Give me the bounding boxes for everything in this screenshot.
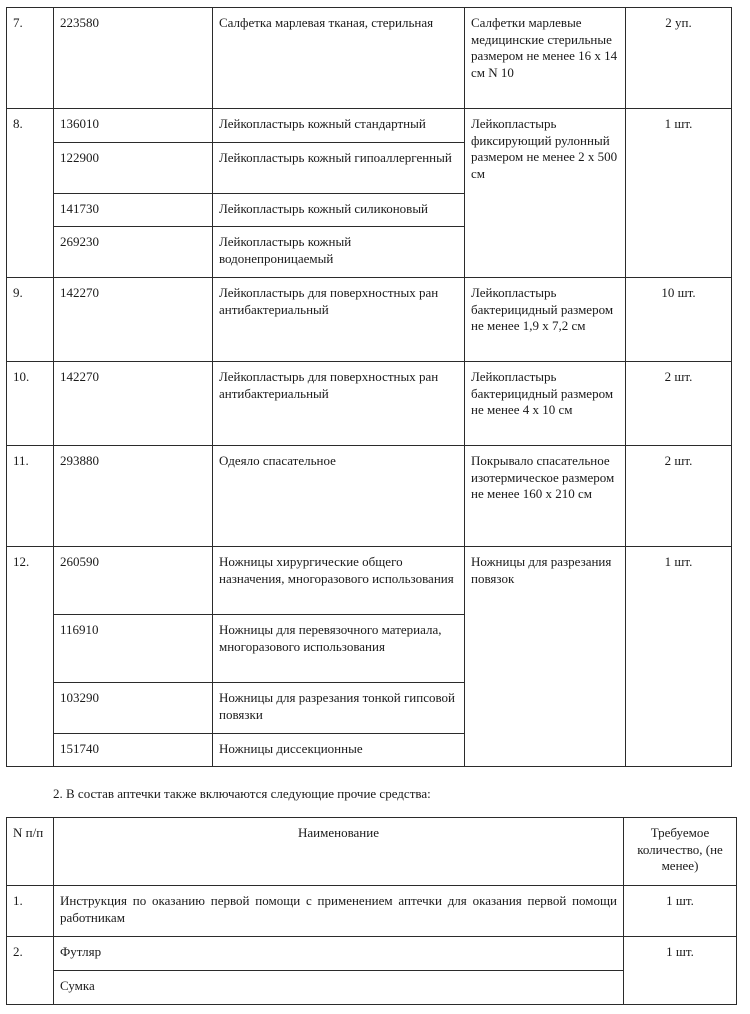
- item-name: Лейкопластырь кожный силиконовый: [213, 194, 465, 227]
- item-quantity: 1 шт.: [626, 547, 732, 767]
- row-number: 7.: [7, 8, 54, 109]
- table-row: [7, 8, 732, 109]
- item-code: 151740: [54, 734, 213, 767]
- item-description: Лейкопластырь фиксирующий рулонный размером не менее 2 x 500 см: [465, 109, 626, 278]
- item-code: 260590: [54, 547, 213, 615]
- header-name: Наименование: [54, 818, 624, 886]
- table-row: [7, 278, 732, 362]
- item-name: Лейкопластырь для поверхностных ран антибактериальный: [213, 278, 465, 362]
- table-row: [7, 446, 732, 547]
- table-row: [7, 886, 737, 937]
- item-description: Покрывало спасательное изотермическое размером не менее 160 x 210 см: [465, 446, 626, 547]
- row-number: 11.: [7, 446, 54, 547]
- item-name: Лейкопластырь кожный стандартный: [213, 109, 465, 143]
- item-quantity: 1 шт.: [624, 886, 737, 937]
- item-code: 103290: [54, 683, 213, 734]
- item-name: Лейкопластырь кожный водонепроницаемый: [213, 227, 465, 278]
- item-description: Салфетки марлевые медицинские стерильные размером не менее 16 x 14 см N 10: [465, 8, 626, 109]
- item-code: 223580: [54, 8, 213, 109]
- item-name: Одеяло спасательное: [213, 446, 465, 547]
- item-name: Ножницы диссекционные: [213, 734, 465, 767]
- table-row: [7, 362, 732, 446]
- item-description: Лейкопластырь бактерицидный размером не менее 4 x 10 см: [465, 362, 626, 446]
- item-name: Сумка: [54, 971, 624, 1005]
- item-name: Лейкопластырь для поверхностных ран антибактериальный: [213, 362, 465, 446]
- row-number: 9.: [7, 278, 54, 362]
- item-code: 116910: [54, 615, 213, 683]
- row-number: 2.: [7, 937, 54, 1005]
- item-name: Ножницы хирургические общего назначения, многоразового использования: [213, 547, 465, 615]
- item-name: Салфетка марлевая тканая, стерильная: [213, 8, 465, 109]
- items-table: [6, 7, 732, 767]
- item-code: 141730: [54, 194, 213, 227]
- table-row: [7, 547, 732, 615]
- item-quantity: 10 шт.: [626, 278, 732, 362]
- item-quantity: 2 уп.: [626, 8, 732, 109]
- item-description: Лейкопластырь бактерицидный размером не менее 1,9 x 7,2 см: [465, 278, 626, 362]
- table-row: [7, 109, 732, 143]
- item-quantity: 1 шт.: [626, 109, 732, 278]
- item-name: Лейкопластырь кожный гипоаллергенный: [213, 143, 465, 194]
- item-code: 122900: [54, 143, 213, 194]
- item-name: Ножницы для разрезания тонкой гипсовой повязки: [213, 683, 465, 734]
- item-code: 142270: [54, 362, 213, 446]
- row-number: 8.: [7, 109, 54, 278]
- item-name: Ножницы для перевязочного материала, многоразового использования: [213, 615, 465, 683]
- item-code: 136010: [54, 109, 213, 143]
- header-number: N п/п: [7, 818, 54, 886]
- item-quantity: 1 шт.: [624, 937, 737, 1005]
- item-name: Инструкция по оказанию первой помощи с применением аптечки для оказания первой помощи работникам: [54, 886, 624, 937]
- item-code: 293880: [54, 446, 213, 547]
- item-description: Ножницы для разрезания повязок: [465, 547, 626, 767]
- item-code: 269230: [54, 227, 213, 278]
- item-quantity: 2 шт.: [626, 446, 732, 547]
- header-quantity: Требуемое количество, (не менее): [624, 818, 737, 886]
- row-number: 12.: [7, 547, 54, 767]
- row-number: 10.: [7, 362, 54, 446]
- section-2-note: 2. В состав аптечки также включаются следующие прочие средства:: [53, 786, 431, 801]
- item-quantity: 2 шт.: [626, 362, 732, 446]
- row-number: 1.: [7, 886, 54, 937]
- other-items-table: [6, 817, 737, 1005]
- item-code: 142270: [54, 278, 213, 362]
- table-row: [7, 937, 737, 971]
- table-header-row: [7, 818, 737, 886]
- item-name: Футляр: [54, 937, 624, 971]
